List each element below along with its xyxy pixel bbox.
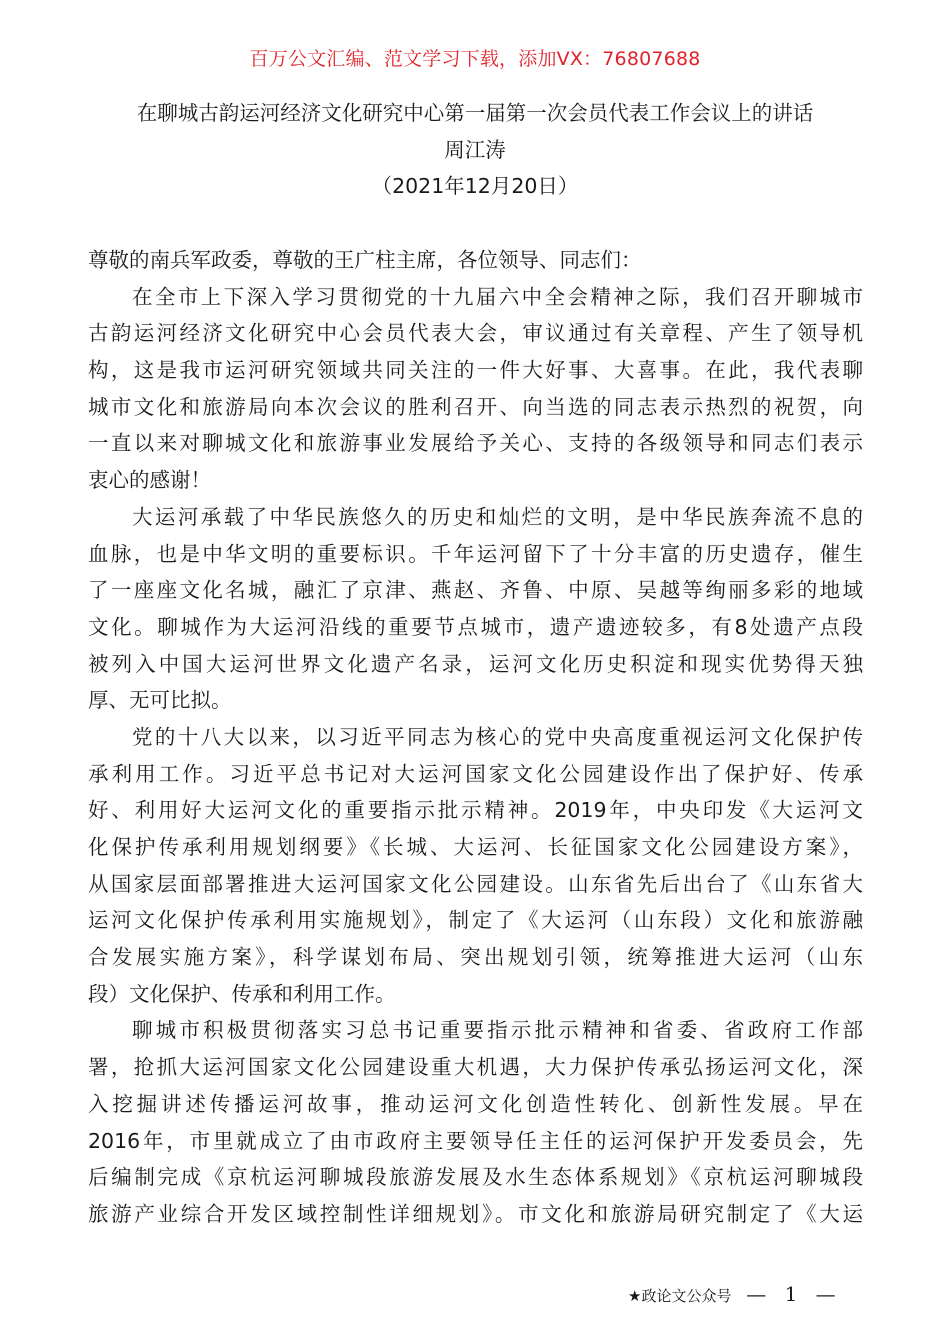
paragraph-4	[88, 1012, 863, 1232]
text-line: 厚、无可比拟。	[88, 688, 232, 713]
text-line: 党的十八大以来，以习近平同志为核心的党中央高度重视运河文化保护传	[132, 724, 863, 749]
text-line: 构，这是我市运河研究领域共同关注的一件大好事、大喜事。在此，我代表聊	[88, 358, 863, 383]
text-line: 旅游产业综合开发区域控制性详细规划》。市文化和旅游局研究制定了《大运	[88, 1201, 863, 1226]
speech-body	[88, 242, 863, 1233]
speech-title: 在聊城古韵运河经济文化研究中心第一届第一次会员代表工作会议上的讲话	[136, 101, 814, 125]
paragraph-1	[88, 279, 863, 499]
text-line: 血脉，也是中华文明的重要标识。千年运河留下了十分丰富的历史遗存，催生	[88, 541, 863, 566]
page-footer	[628, 1282, 842, 1308]
salutation: 尊敬的南兵军政委，尊敬的王广柱主席，各位领导、同志们：	[88, 248, 642, 272]
text-line: 大运河承载了中华民族悠久的历史和灿烂的文明，是中华民族奔流不息的	[132, 504, 863, 529]
text-line: 后编制完成《京杭运河聊城段旅游发展及水生态体系规划》《京杭运河聊城段	[88, 1165, 863, 1190]
text-line: 城市文化和旅游局向本次会议的胜利召开、向当选的同志表示热烈的祝贺，向	[88, 394, 863, 419]
text-line: 文化。聊城作为大运河沿线的重要节点城市，遗产遗迹较多，有8处遗产点段	[88, 614, 863, 639]
text-line: 在全市上下深入学习贯彻党的十九届六中全会精神之际，我们召开聊城市	[132, 284, 863, 309]
promo-banner: 百万公文汇编、范文学习下载，添加VX：76807688	[249, 48, 701, 70]
text-line: 运河文化保护传承利用实施规划》，制定了《大运河（山东段）文化和旅游融	[88, 908, 863, 933]
text-line: 段）文化保护、传承和利用工作。	[88, 981, 396, 1006]
text-line: 衷心的感谢！	[88, 468, 211, 493]
text-line: 合发展实施方案》，科学谋划布局、突出规划引领，统筹推进大运河（山东	[88, 945, 863, 970]
text-line: 2016年，市里就成立了由市政府主要领导任主任的运河保护开发委员会，先	[88, 1128, 863, 1153]
page-number: — 1 —	[746, 1282, 842, 1306]
footer-source: ★政论文公众号	[628, 1287, 732, 1305]
speech-date: （2021年12月20日）	[371, 174, 579, 198]
text-line: 入挖掘讲述传播运河故事，推动运河文化创造性转化、创新性发展。早在	[88, 1091, 863, 1116]
text-line: 聊城市积极贯彻落实习总书记重要指示批示精神和省委、省政府工作部	[132, 1018, 863, 1043]
text-line: 被列入中国大运河世界文化遗产名录，运河文化历史积淀和现实优势得天独	[88, 651, 863, 676]
paragraph-3	[88, 719, 863, 1013]
text-line: 署，抢抓大运河国家文化公园建设重大机遇，大力保护传承弘扬运河文化，深	[88, 1055, 863, 1080]
text-line: 了一座座文化名城，融汇了京津、燕赵、齐鲁、中原、吴越等绚丽多彩的地域	[88, 578, 863, 603]
text-line: 化保护传承利用规划纲要》《长城、大运河、长征国家文化公园建设方案》，	[88, 835, 863, 859]
text-line: 古韵运河经济文化研究中心会员代表大会，审议通过有关章程、产生了领导机	[88, 321, 863, 346]
text-line: 好、利用好大运河文化的重要指示批示精神。2019年，中央印发《大运河文	[88, 798, 863, 823]
paragraph-2	[88, 499, 863, 719]
text-line: 承利用工作。习近平总书记对大运河国家文化公园建设作出了保护好、传承	[88, 761, 863, 786]
title-block	[0, 95, 950, 205]
text-line: 一直以来对聊城文化和旅游事业发展给予关心、支持的各级领导和同志们表示	[88, 431, 863, 456]
text-line: 从国家层面部署推进大运河国家文化公园建设。山东省先后出台了《山东省大	[88, 871, 863, 896]
speech-author: 周江涛	[444, 137, 506, 162]
